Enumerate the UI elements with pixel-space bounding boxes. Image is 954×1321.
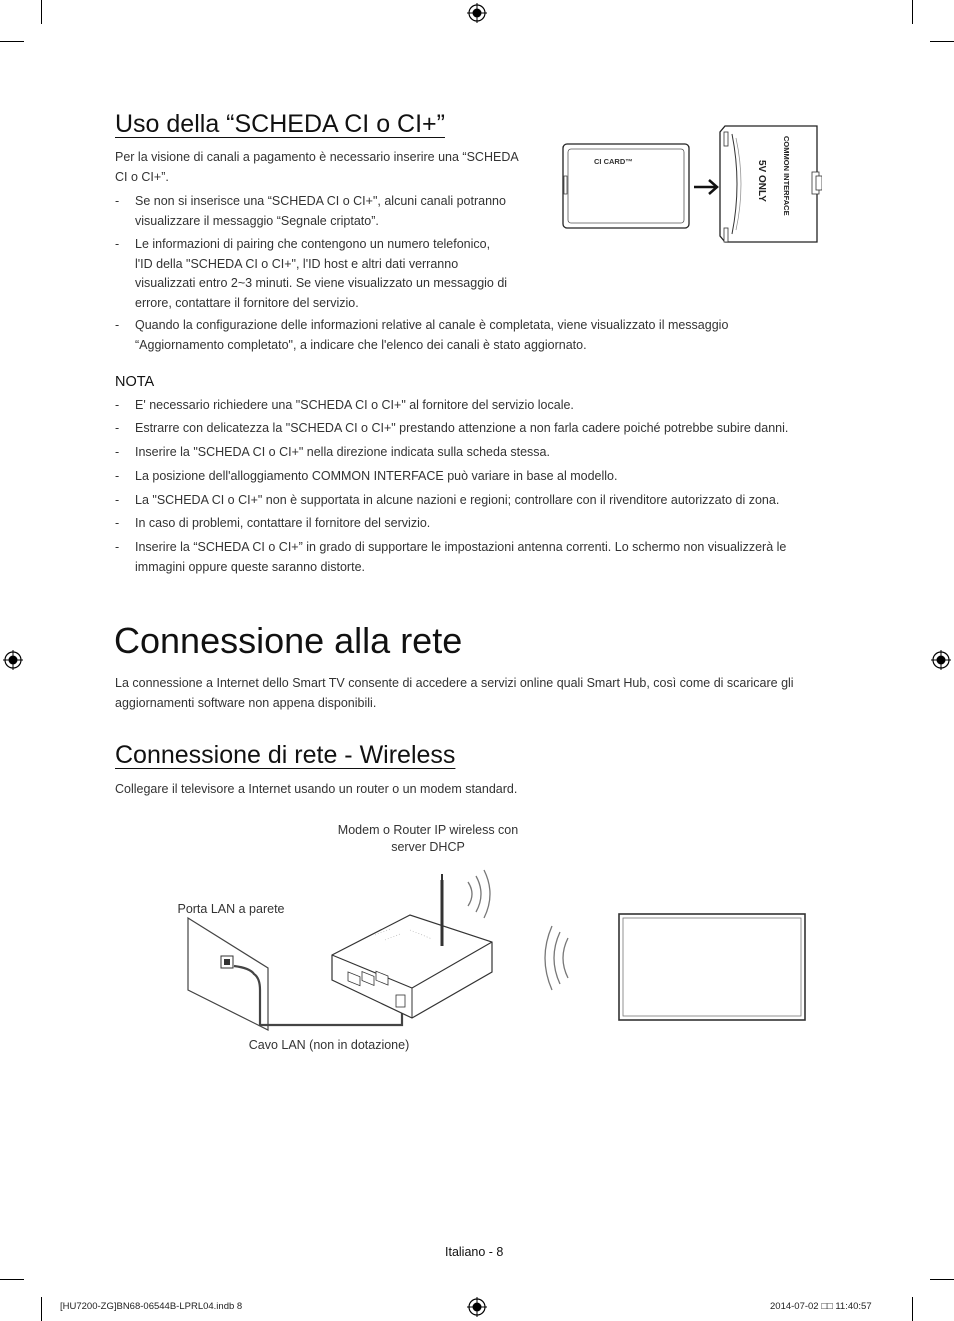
crop-mark	[41, 1297, 42, 1321]
wall-port-label: Porta LAN a parete	[177, 902, 285, 916]
section-title-ci: Uso della “SCHEDA CI o CI+”	[115, 110, 445, 138]
crop-mark	[930, 1279, 954, 1280]
router-icon	[332, 874, 492, 1018]
network-intro: La connessione a Internet dello Smart TV consente di accedere a servizi online quali Smart Hub, così come di scaricare gli aggiornamenti software non appena disponibili.	[115, 676, 794, 710]
section-title-network: Connessione alla rete	[114, 620, 463, 661]
section-title-wireless: Connessione di rete - Wireless	[115, 741, 456, 769]
crop-mark	[41, 0, 42, 24]
nota-title: NOTA	[115, 374, 155, 390]
wireless-signal-icon	[545, 926, 568, 990]
footer-date: 2014-07-02 □□ 11:40:57	[770, 1301, 872, 1312]
registration-mark-icon	[3, 650, 23, 670]
crop-mark	[912, 0, 913, 24]
5v-only-label: 5V ONLY	[756, 160, 767, 202]
ci-intro: Per la visione di canali a pagamento è necessario inserire una “SCHEDA CI o CI+”.	[115, 150, 519, 184]
page-number: Italiano - 8	[445, 1245, 504, 1259]
wireless-signal-icon	[468, 870, 490, 918]
registration-mark-icon	[931, 650, 951, 670]
registration-mark-icon	[467, 1297, 487, 1317]
crop-mark	[930, 41, 954, 42]
cable-label: Cavo LAN (non in dotazione)	[248, 1038, 410, 1052]
crop-mark	[0, 1279, 24, 1280]
footer-file: [HU7200-ZG]BN68-06544B-LPRL04.indb 8	[60, 1301, 243, 1312]
wall-lan-port-icon	[188, 918, 268, 1030]
wireless-intro: Collegare il televisore a Internet usando un router o un modem standard.	[115, 782, 518, 796]
crop-mark	[912, 1297, 913, 1321]
crop-mark	[0, 41, 24, 42]
wireless-diagram	[180, 860, 810, 1035]
ci-card-label: CI CARD™	[594, 157, 633, 166]
registration-mark-icon	[467, 3, 487, 23]
router-label: Modem o Router IP wireless con server DHCP	[337, 823, 519, 854]
common-interface-slot-icon	[720, 126, 822, 242]
common-interface-label: COMMON INTERFACE	[782, 136, 791, 216]
arrow-right-icon	[694, 180, 717, 194]
tv-icon	[619, 914, 805, 1020]
ci-card-figure	[560, 124, 822, 248]
